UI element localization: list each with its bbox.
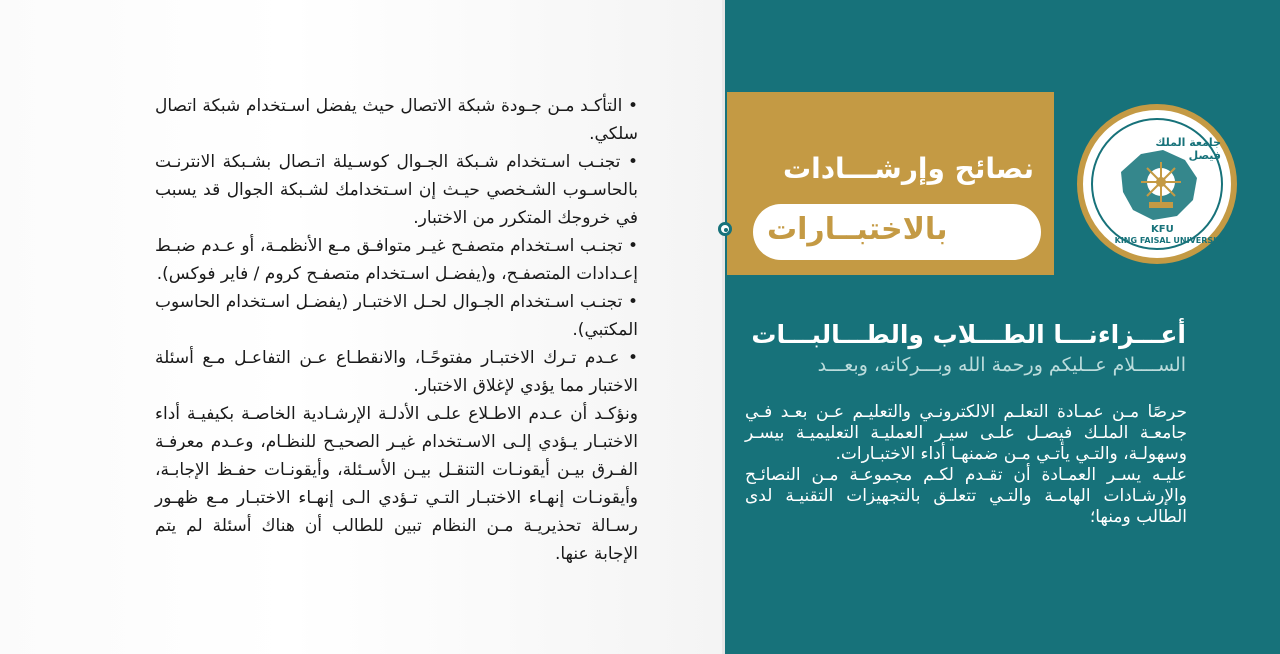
tip-item: • عـدم تـرك الاختبـار مفتوحًـا، والانقطـاع عـن التفاعـل مـع أسئلة الاختبار مما يؤدي لإغلاق الاختبار. xyxy=(155,348,638,396)
title-line-2-prefix: خاصة xyxy=(955,212,1036,247)
greeting-heading: أعـــزاءنـــا الطـــلاب والطـــالبـــات xyxy=(751,320,1186,349)
tip-item: • التأكـد مـن جـودة شبكة الاتصال حيث يفضل اسـتخدام شبكة اتصال سلكي. xyxy=(155,96,638,144)
closing-paragraph: ونؤكـد أن عـدم الاطـلاع علـى الأدلـة الإرشـادية الخاصـة بكيفيـة أداء الاختبـار يـؤدي إلـى الاسـتخدام غيـر الصحيـح للنظـام، وعـدم معرفـة الفـرق بيـن أيقونـات التنقـل بيـن الأسـئلة، وأيقونـات حفـظ الإجابـة، وأيقونـات إنهـاء الاختبـار التـي تـؤدي الـى إنهـاء الاختبـار مـع ظهـور رسـالة تحذيريـة مـن النظام تبين للطالب أن هناك أسئلة لم يتم الإجابة عنها. xyxy=(155,404,638,564)
logo-arabic-text: جامعة الملك فيصل xyxy=(1155,136,1221,162)
tip-item: • تجنـب اسـتخدام الجـوال لحـل الاختبـار (يفضـل اسـتخدام الحاسوب المكتبي). xyxy=(155,292,638,340)
title-box xyxy=(727,92,1054,275)
greeting-salutation: الســــلام عــليكم ورحمة الله وبـــركاته، وبعـــد xyxy=(817,354,1186,376)
title-line-2-main: بالاختبــارات xyxy=(767,212,948,247)
logo-english-text: KING FAISAL UNIVERSITY xyxy=(1114,236,1228,245)
pill-dot-icon xyxy=(718,222,732,236)
logo-inner-ring xyxy=(1091,118,1228,250)
title-line-1: نصائح وإرشـــادات xyxy=(782,152,1034,185)
intro-paragraph: حرصًا مـن عمـادة التعلـم الالكترونـي والتعليـم عـن بعـد فـي جامعـة الملـك فيصـل علـى سيـر العمليـة التعليميـة بيسـر وسهولـة، والتـي يأتـي مـن ضمنهـا أداء الاختبـارات. xyxy=(745,402,1187,464)
tip-item: • تجنـب اسـتخدام شـبكة الجـوال كوسـيلة اتـصال بشـبكة الانترنـت بالحاسـوب الشـخصي حيـث إن اسـتخدامك لشـبكة الجوال قد يسبب في خروجك المتكرر من الاختبار. xyxy=(155,152,638,228)
tips-list xyxy=(155,92,638,568)
logo-abbreviation: KFU xyxy=(1151,224,1174,235)
tip-item: • تجنـب اسـتخدام متصفـح غيـر متوافـق مـع الأنظمـة، أو عـدم ضبـط إعـدادات المتصفـح، و(يفضـل اسـتخدام متصفـح كروم / فاير فوكس). xyxy=(155,236,638,284)
intro-text xyxy=(745,402,1187,528)
university-logo xyxy=(1077,104,1237,264)
intro-paragraph: عليـه يسـر العمـادة أن تقـدم لكـم مجموعـة مـن النصائـح والإرشـادات الهامـة والتـي تتعلـق بالتجهيزات التقنيـة لدى الطالب ومنها؛ xyxy=(745,465,1187,527)
